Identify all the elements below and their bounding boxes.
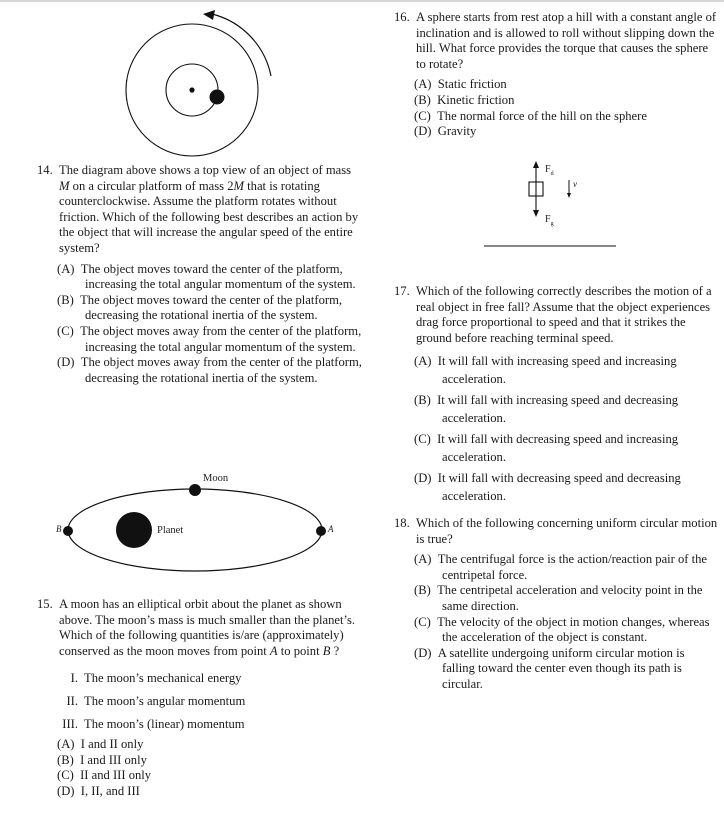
question-18 (394, 516, 720, 693)
planet-label: Planet (157, 525, 184, 536)
question-16 (394, 10, 720, 140)
q15-option-a[interactable]: (A) I and II only (57, 737, 144, 752)
q15-number: 15. (37, 597, 53, 611)
q15-statement-2: II. The moon’s angular momentum (66, 693, 246, 708)
q14-option-c[interactable]: (C) The object moves away from the center of the platform, increasing the total angular momentum of the system. (57, 323, 362, 354)
drag-force-label: $F_d$ (545, 164, 554, 177)
q18-options (394, 552, 720, 692)
point-b-marker (63, 526, 73, 536)
q17-number: 17. (394, 284, 410, 298)
drag-force-arrowhead (533, 161, 539, 168)
rotation-arc-arrow (212, 14, 271, 76)
velocity-arrowhead (567, 193, 571, 198)
gravity-force-label: $F_g$ (545, 214, 554, 227)
velocity-label: v (573, 179, 577, 189)
platform-outer-ring (126, 24, 258, 156)
point-a-marker (316, 526, 326, 536)
q15-option-c[interactable]: (C) II and III only (57, 768, 152, 783)
q17-options (394, 353, 720, 505)
q16-option-b[interactable]: (B) Kinetic friction (414, 92, 515, 107)
q17-option-b[interactable]: (B) It will fall with increasing speed and decreasing acceleration. (414, 393, 679, 425)
point-b-label: B (56, 524, 62, 534)
q18-option-a[interactable]: (A) The centrifugal force is the action/reaction pair of the centripetal force. (414, 552, 708, 582)
planet-body (116, 512, 152, 548)
orbit-ellipse (68, 489, 322, 571)
q14-option-b[interactable]: (B) The object moves toward the center of the platform, decreasing the rotational inertia of the system. (57, 292, 343, 323)
rotation-arrowhead (203, 10, 215, 20)
q17-stem: 17. Which of the following correctly describes the motion of a real object in free fall? Assume that the object experiences drag force proportional to speed and that it strikes the ground before reaching terminal speed. (394, 284, 712, 345)
falling-object-box (529, 182, 543, 196)
question-14 (37, 163, 362, 386)
q14-stem: 14. The diagram above shows a top view of an object of mass M on a circular platform of mass 2M that is rotating counterclockwise. Assume the platform rotates without friction. Which of the following best describes an action by the object that will increase the angular speed of the entire system? (37, 163, 359, 255)
q15-stem: 15. A moon has an elliptical orbit about the planet as shown above. The moon’s mass is much smaller than the planet’s. Which of the following quantities is/are (approximately) conserved as the moon moves from point A to point B ? (37, 597, 356, 658)
object-mass-m (210, 90, 225, 105)
moon-body (189, 484, 201, 496)
question-15 (37, 597, 362, 800)
q15-options (37, 737, 362, 799)
q17-option-d[interactable]: (D) It will fall with decreasing speed and decreasing acceleration. (414, 471, 681, 503)
q16-option-d[interactable]: (D) Gravity (414, 124, 477, 139)
question-17 (394, 284, 720, 509)
q15-statement-3: III. The moon’s (linear) momentum (62, 716, 245, 731)
q15-option-b[interactable]: (B) I and III only (57, 752, 147, 767)
q17-option-a[interactable]: (A) It will fall with increasing speed and increasing acceleration. (414, 354, 677, 386)
q16-stem: 16. A sphere starts from rest atop a hill with a constant angle of inclination and is allowed to roll without slipping down the hill. What force provides the torque that causes the sphere to rotate? (394, 10, 717, 71)
q18-option-c[interactable]: (C) The velocity of the object in motion changes, whereas the acceleration of the object is constant. (414, 614, 710, 645)
q15-statements (37, 671, 362, 732)
q18-stem: 18. Which of the following concerning uniform circular motion is true? (394, 516, 718, 546)
q18-option-b[interactable]: (B) The centripetal acceleration and velocity point in the same direction. (414, 583, 703, 613)
q18-number: 18. (394, 516, 410, 530)
moon-label: Moon (203, 473, 229, 484)
q14-option-d[interactable]: (D) The object moves away from the center of the platform, decreasing the rotational inertia of the system. (57, 355, 362, 385)
q15-statement-1: I. The moon’s mechanical energy (70, 671, 242, 686)
q16-options (394, 77, 720, 139)
platform-inner-ring (166, 64, 218, 116)
q17-option-c[interactable]: (C) It will fall with decreasing speed and increasing acceleration. (414, 432, 679, 464)
q14-option-a[interactable]: (A) The object moves toward the center of the platform, increasing the total angular momentum of the system. (57, 261, 356, 292)
q16-option-c[interactable]: (C) The normal force of the hill on the sphere (414, 108, 647, 123)
point-a-label: A (328, 524, 334, 534)
platform-center-dot (189, 87, 194, 92)
q18-option-d[interactable]: (D) A satellite undergoing uniform circular motion is falling toward the center even though its path is circular. (414, 645, 685, 691)
q15-option-d[interactable]: (D) I, II, and III (57, 783, 140, 798)
q16-number: 16. (394, 10, 410, 24)
gravity-force-arrowhead (533, 210, 539, 217)
page-top-border (0, 0, 724, 2)
q14-options (37, 262, 362, 387)
q14-number: 14. (37, 163, 53, 177)
q16-option-a[interactable]: (A) Static friction (414, 77, 507, 92)
